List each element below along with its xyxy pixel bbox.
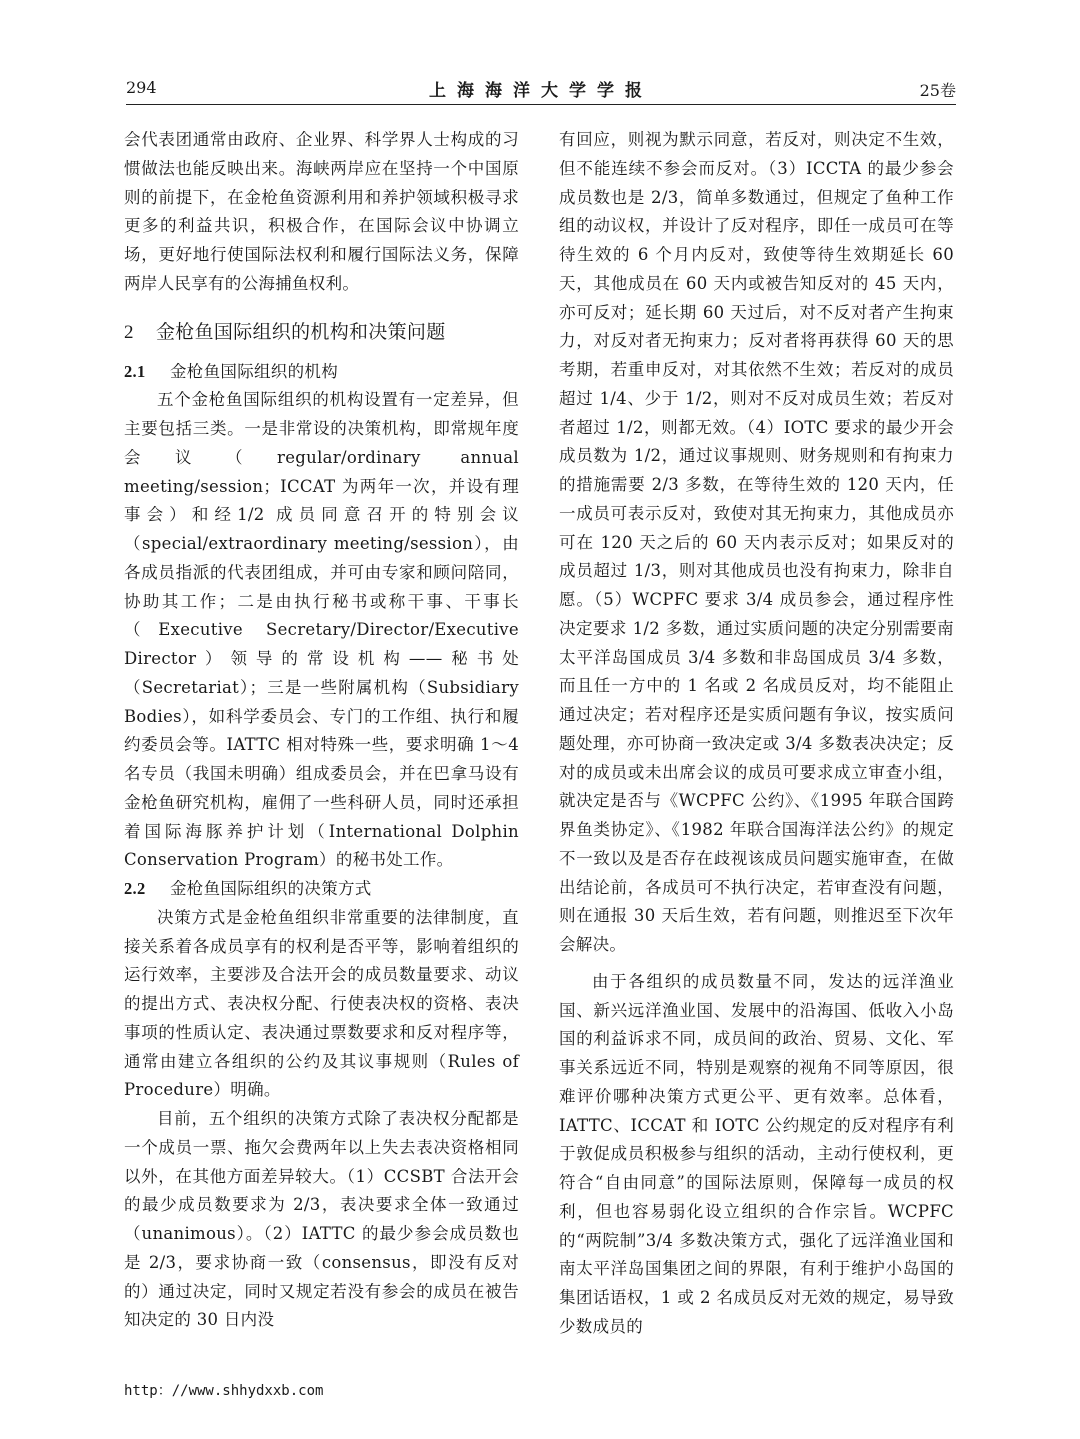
subsection-title: 金枪鱼国际组织的机构 <box>170 361 338 381</box>
intro-paragraph: 会代表团通常由政府、企业界、科学界人士构成的习惯做法也能反映出来。海峡两岸应在坚持一个中国原则的前提下，在金枪鱼资源利用和养护领域积极寻求更多的利益共识，积极合作，在国际会议中协调立场，更好地行使国际法权利和履行国际法义务，保障两岸人民享有的公海捕鱼权利。 <box>124 130 519 293</box>
subsection-title: 金枪鱼国际组织的决策方式 <box>170 879 372 898</box>
subsection-number: 2.1 <box>124 361 146 381</box>
section-2-heading <box>124 317 519 348</box>
right-paragraph-2: 由于各组织的成员数量不同，发达的远洋渔业国、新兴远洋渔业国、发展中的沿海国、低收入小岛国的利益诉求不同，成员间的政治、贸易、文化、军事关系远近不同，特别是观察的视角不同等原因，很难评价哪种决策方式更公平、更有效率。总体看，IATTC、ICCAT 和 IOTC 公约规定的反对程序有利于敦促成员积极参与组织的活动，主动行使权利，更符合“自由同意”的国际法原则，保障每一成员的权利，但也容易弱化设立组织的合作宗旨。WCPFC 的“两院制”3/4 多数决策方式，强化了远洋渔业国和南太平洋岛国集团之间的界限，有利于维护小岛国的集团话语权，1 或 2 名成员反对无效的规定，易导致少数成员的 <box>559 971 954 1336</box>
subsection-number: 2.2 <box>124 879 146 898</box>
page-number: 294 <box>126 78 157 97</box>
volume-label: 25卷 <box>919 81 956 100</box>
running-header <box>126 74 956 105</box>
section-number: 2 <box>124 321 134 343</box>
subsection-2-1-heading <box>124 358 519 387</box>
footer-url: http：//www.shhydxxb.com <box>124 1383 324 1399</box>
subsection-2-2-paragraph-2: 目前，五个组织的决策方式除了表决权分配都是一个成员一票、拖欠会费两年以上失去表决资格相同以外，在其他方面差异较大。（1）CCSBT 合法开会的最少成员数要求为 2/3，表决要求全体一致通过（unanimous）。（2）IATTC 的最少参会成员数也是 2/3，要求协商一致（consensus，即没有反对的）通过决定，同时又规定若没有参会的成员在被告知决定的 30 日内没 <box>124 1109 519 1330</box>
section-title: 金枪鱼国际组织的机构和决策问题 <box>156 320 446 343</box>
journal-title: 上海海洋大学学报 <box>429 81 653 101</box>
right-column <box>559 126 954 1342</box>
subsection-2-2-heading <box>124 875 519 904</box>
subsection-2-2-paragraph-1: 决策方式是金枪鱼组织非常重要的法律制度，直接关系着各成员享有的权利是否平等，影响着组织的运行效率，主要涉及合法开会的成员数量要求、动议的提出方式、表决权分配、行使表决权的资格、表决事项的性质认定、表决通过票数要求和反对程序等，通常由建立各组织的公约及其议事规则（Rules of Procedure）明确。 <box>124 907 519 1100</box>
subsection-2-1-paragraph: 五个金枪鱼国际组织的机构设置有一定差异，但主要包括三类。一是非常设的决策机构，即常规年度会议（regular/ordinary annual meeting/session；ICCAT 为两年一次，并设有理事会）和经1/2 成员同意召开的特别会议（special/extraordinary meeting/session），由各成员指派的代表团组成，并可由专家和顾问陪同，协助其工作；二是由执行秘书或称干事、干事长（Executive Secretary/Director/Executive Director）领导的常设机构——秘书处（Secretariat）；三是一些附属机构（Subsidiary Bodies），如科学委员会、专门的工作组、执行和履约委员会等。IATTC 相对特殊一些，要求明确 1～4 名专员（我国未明确）组成委员会，并在巴拿马设有金枪鱼研究机构，雇佣了一些科研人员，同时还承担着国际海豚养护计划（International Dolphin Conservation Program）的秘书处工作。 <box>124 390 519 870</box>
right-paragraph-1: 有回应，则视为默示同意，若反对，则决定不生效，但不能连续不参会而反对。（3）ICCTA 的最少参会成员数也是 2/3，简单多数通过，但规定了鱼种工作组的动议权，并设计了反对程序，即任一成员可在等待生效的 6 个月内反对，致使等待生效期延长 60 天，其他成员在 60 天内或被告知反对的 45 天内，亦可反对；延长期 60 天过后，对不反对者产生拘束力，对反对者无拘束力；反对者将再获得 60 天的思考期，若重申反对，对其依然不生效；若反对的成员超过 1/4、少于 1/2，则对不反对成员生效；若反对者超过 1/2，则都无效。（4）IOTC 要求的最少开会成员数为 1/2，通过议事规则、财务规则和有拘束力的措施需要 2/3 多数，在等待生效的 120 天内，任一成员可表示反对，致使对其无拘束力，其他成员亦可在 120 天之后的 60 天内表示反对；如果反对的成员超过 1/3，则对其他成员也没有拘束力，除非自愿。（5）WCPFC 要求 3/4 成员参会，通过程序性决定要求 1/2 多数，通过实质问题的决定分别需要南太平洋岛国成员 3/4 多数和非岛国成员 3/4 多数，而且任一方中的 1 名或 2 名成员反对，均不能阻止通过决定；若对程序还是实质问题有争议，按实质问题处理，亦可协商一致决定或 3/4 多数表决决定；反对的成员或未出席会议的成员可要求成立审查小组，就决定是否与《WCPFC 公约》、《1995 年联合国跨界鱼类协定》、《1982 年联合国海洋法公约》的规定不一致以及是否存在歧视该成员问题实施审查，在做出结论前，各成员可不执行决定，若审查没有问题，则在通报 30 天后生效，若有问题，则推迟至下次年会解决。 <box>559 130 954 954</box>
left-column <box>124 126 519 1335</box>
